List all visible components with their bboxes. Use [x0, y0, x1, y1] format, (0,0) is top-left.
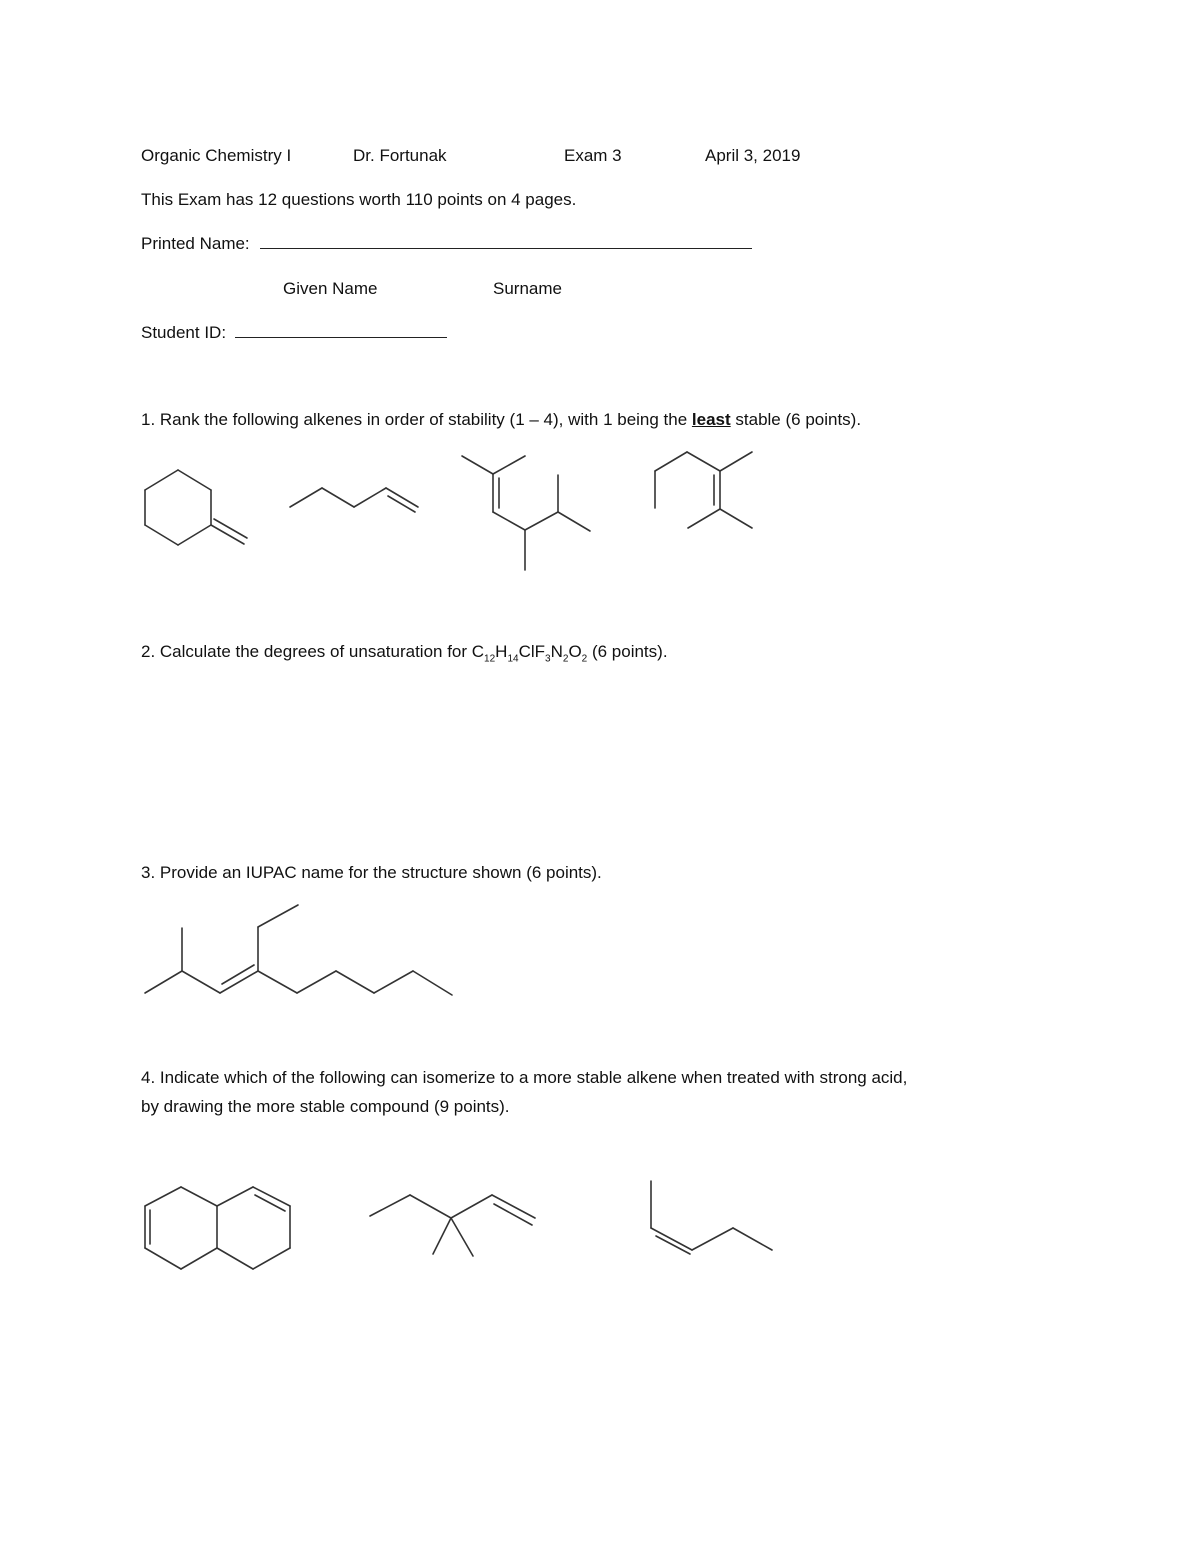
- exam-date: April 3, 2019: [705, 146, 801, 165]
- printed-name-label: Printed Name:: [141, 234, 250, 253]
- octahydronaphthalene-structure: [145, 1187, 290, 1269]
- question-4-line-1: 4. Indicate which of the following can isomerize to a more stable alkene when treated with strong acid,: [141, 1068, 908, 1087]
- cis-2-pentene-structure: [651, 1181, 772, 1254]
- question-4-line-2: by drawing the more stable compound (9 points).: [141, 1097, 510, 1116]
- question-2: 2. Calculate the degrees of unsaturation for $C_{12}H_{14}ClF_3N_2O_2$ (6 points).: [141, 642, 668, 665]
- molecular-formula: $C_{12}H_{14}ClF_3N_2O_2$: [471, 642, 588, 665]
- given-name-label: Given Name: [283, 279, 378, 298]
- question-1: 1. Rank the following alkenes in order of stability (1 – 4), with 1 being the least stable (6 points).: [141, 410, 862, 429]
- exam-intro: This Exam has 12 questions worth 110 points on 4 pages.: [141, 190, 577, 209]
- student-id-label: Student ID:: [141, 323, 227, 342]
- question-3: 3. Provide an IUPAC name for the structure shown (6 points).: [141, 863, 602, 882]
- exam-number: Exam 3: [564, 146, 622, 165]
- dimethyl-pentene-structure: [370, 1195, 535, 1256]
- instructor-name: Dr. Fortunak: [353, 146, 447, 165]
- surname-label: Surname: [493, 279, 562, 298]
- course-name: Organic Chemistry I: [141, 146, 292, 165]
- least-emphasis: least: [691, 410, 731, 429]
